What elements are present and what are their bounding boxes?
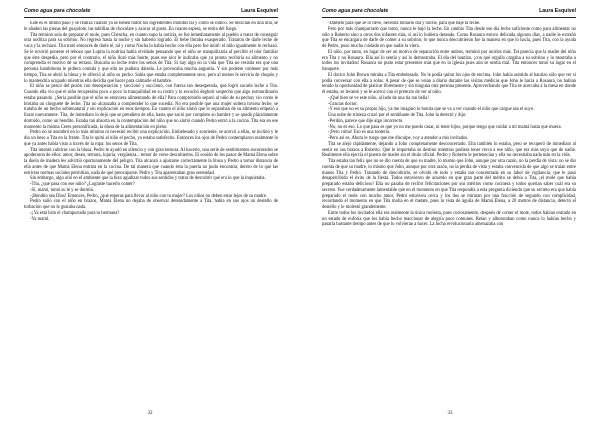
- running-header: [322, 8, 576, 18]
- page-body: [322, 21, 576, 402]
- paragraph: El niño, por tanto, en lugar de ser un motivo de separación entre ambos, terminó por unirlos más. Tal parecía que la madre del niño era Tita y no Rosaura. Ella así lo sentía y así lo demostraba. El día del bautizo, ¡con qué orgullo cargaba a su sobrino y lo mostraba a todos los invitados! Rosaura no pudo estar presentes más que en la iglesia pues aún se sentía mal. Tita entonces tomó su lugar en el banquete.: [322, 49, 576, 72]
- paragraph: Tita intentó cubrirse con la blusa. Pedro le ayudó en silencio y con gran ternura. Al hacerlo, una serie de sentimientos encontrados se apoderaron de ellos: amor, deseo, ternura, lujuria, vergüenza... temor de verse descubiertos. El sonido de los pasos de Mamá Elena sobre la duela de madera les advirtió oportunamente del peligro. Tita alcanzó a ajustarse correctamente la blusa y Pedro a tomar distancia de ella antes de que Mamá Elena entrara en la cocina. De tal manera que cuando ésta la puerta no pudo encontrar, dentro de lo que las estrictas normas sociales permitían, nada de qué preocuparse. Pedro y Tita aparentaban gran serenidad.: [24, 147, 278, 176]
- dialogue-line: -¡Bendito sea Dios! Entonces, Pedro, ¿qué esperas para llevar al niño con tu mujer? Los niños no deben estar lejos de su madre.: [30, 193, 267, 199]
- dialogue-line: -¡Pero cómo! Eso es una tontería.: [328, 130, 391, 136]
- page-number: 33: [447, 411, 453, 416]
- paragraph: Sin embargo, algo olió en el ambiente que la hizo agudizar todos sus sentidos y tratar de descubrir qué era lo que la inquietaba.: [30, 176, 266, 182]
- page-body: [24, 21, 278, 402]
- paragraph: Tita terminó sola de preparar el mole, pues Chencha, en cuanto supo la noticia, se fue inmediatamente al pueblo a tratar de conseguir otra nodriza para su sobrino. No regresó hasta la noche y sin haberlo logrado. El bebé lloraba exasperado. Trataron de darle leche de vaca y la rechazó. Tita trató entonces de darle té, tal y como Nacha lo había hecho con ella pero fue inútil: el niño igualmente lo rechazó. Se le ocurrió ponerse el rebozo que Lupita la nodriza había olvidado pensando que el niño se tranquilizaría al percibir el olor familiar que éste despedía, pero por el contrario, el niño lloró más fuerte, pues ese olor le indicaba que ya pronto recibiría su alimento y no comprendía el motivo de su retraso. Buscaba su leche entre los senos de Tita. Si hay algo en la vida que Tita no resistía era que una persona hambrienta le pidiera comida y que ella no pudiera dársela. Le provocaba mucha angustia. Y sin poderse contener por más tiempo, Tita se abrió la blusa y le ofreció al niño su pecho. Sabía que estaba completamente seco, pero al menos le serviría de chupón y lo mantendría ocupado mientras ella decidía qué hacer para calmarle el hambre.: [24, 32, 278, 84]
- paragraph: El niño se pescó del pezón con desesperación y succionó y succionó, con fuerza tan desesperada, que logró sacarle leche a Tita. Cuando ella vio que el niño recuperaba poco a poco la tranquilidad en su rostro y lo escuchó deglutir sospechó que algo extraordinario estaba pasando. ¿Sería posible que el niño se estuviera alimentando de ella? Para comprobarlo separó al niño de su pechuy vio como le brotaba un chisguete de leche. Tita no alcanzaba a comprender lo que sucedía. No era posible que una mujer soltera tuviera leche, se trataba de un hecho sobrenatural y sin explicación en esos tiempos. En cuanto el niño sintió que lo separaban de su alimento empezó a llorar nuevamente. Tita, de inmediato lo dejó que se prendiera de ella, hasta que sació por completo su hambre y se quedó plácidamente dormido, como un bendito. Estaba tan absorta en la contemplación del niño que no sintió cuando Pedro entró a la cocina. Tita era en ese momento la misma Ceres personificada, la diosa de la alimentación en pleno.: [24, 84, 278, 130]
- dialogue-line: -No, no es eso. Lo que pasa es que yo no me puedo casar, ni tener hijos, porque tengo que cuidar a mi mamá hasta que muera.: [328, 124, 562, 130]
- dialogue-line: -¿Ya está listo el champurrado para tu hermana?: [30, 210, 120, 216]
- paragraph: Tita se alejó rápidamente, dejando a John completamente desconcertado. Ella también lo estaba, pero se recuperó de inmediato al sentir en sus brazos a Roberto. Qué le importaba su destino mientras pudiera tener cerca a ese niño, que era más suyo que de nadie. Realmente ella ejercía el puesto de madre sin el título oficial. Pedro y Roberto le pertenecían y ella no necesitaba nada más en la vida.: [322, 141, 576, 159]
- book-title: Como agua para chocolate: [322, 8, 389, 14]
- dialogue-line: -Tita, ¿qué pasa con ese niño? ¿Lograste hacerlo comer?: [30, 182, 135, 187]
- dialogue-line: -¡Qué bien se ve este niño, al lado de una tía tan bella!: [328, 95, 429, 101]
- paragraph: Pero por más champurrado que tomó, nunca le bajó la leche. En cambio Tita desde ese día leche suficiente como para alimentar no sólo a Roberto sino a otros dos infantes más, si así lo hubiera deseado. Como Rosaura estuvo delicada algunos días, a nadie le extrañó que Tita se encargara de darle de comer a su sobrino; lo que nunca descubrieron fue la manera en que lo hacía, pues Tita, con la ayuda de Pedro, puso mucho cuidado en que nadie la viera.: [322, 26, 576, 49]
- dialogue-line: -Ya mami.: [30, 216, 50, 222]
- paragraph: Pedro no se asombró en lo más mínimo ni necesitó recibir una explicación. Embelesado y sonriente, se acercó a ellas, se inclinó y le dio un beso a Tita en la frente. Tita le quitó al niño el pecho, ya estaba satisfecho. Entonces los ojos de Pedro contemplaron realmente lo que ya antes había visto a través de la ropa: los senos de Tita.: [24, 130, 278, 147]
- paragraph: El doctor John Brown miraba a Tita embelesado. No le podía quitar los ojos de encima. John había asistido al bautizo sólo que ver si podía conversar con ella a solas. A pesar de que se veían a diario durante las visitas médicas que John le hacía a Rosaura, no habían tenido la oportunidad de platicar libremente y sin ninguna otra persona presente. Aprovechando que Tita se acercaba a la mesa en donde él estaba, se levantó y se le acercó con el pretexto de ver al niño.: [322, 72, 576, 95]
- paragraph: Una nube de tristeza cruzó por el semblante de Tita. John la detectó y dijo:: [328, 113, 467, 118]
- paragraph: Este es el último paso y se realiza cuando ya se tienen todos los ingredientes molidos tal y como se indicó. Se mezclan en una olla, se le añaden las piezas del guajolote, las tablillas de chocolate y azúcar al gusto. En cuanto espesa, se retira del fuego.: [24, 21, 278, 32]
- paragraph: Pedro salió con el niño en brazos, Mamá Elena no dejaba de observar detenidamente a Tita, había en sus ojos un destello de turbación que no le gustaba nada.: [24, 199, 278, 210]
- book-author: Laura Esquivel: [241, 8, 278, 14]
- page-number: 32: [147, 411, 153, 416]
- dialogue-line: -Pero así es. Ahora le ruego que me disculpe, voy a atender a mis invitados.: [328, 136, 469, 141]
- book-author: Laura Esquivel: [539, 8, 576, 14]
- book-title: Como agua para chocolate: [24, 8, 91, 14]
- dialogue-line: -Y eso que no es su propio hijo, ya me imagino lo bonita que se va a ver cuando el niño que cargue sea el suyo.: [328, 107, 535, 113]
- dialogue-line: -Perdón, parece que dije algo incorrecto.: [328, 118, 404, 124]
- paragraph: Tita estaba tan feliz que no se dio cuenta de que su madre, lo mismo que John, aunque por otra razón, no la perdía de vista: no se dio cuenta de que su madre, lo mismo que John, aunque por otra razón, no la perdía de vista y estaba convencida de que algo se traían entre manos Tita y Pedro. Tratando de descubrirlo, se olvidó de todo y estaba tan concentrada en su labor de vigilancia, que le pasó desapercibido el éxito de la fiesta. Todos estuvieron de acuerdo en que gran parte del mérito se debía a Tita, ¡el mole que había preparado estaba delicioso! Ella no paraba de recibir felicitaciones por sus méritos como cocinera y todos querían saber cuál era su secreto. Fue verdaderamente lamentable que en el momento en que Tita respondía a esta pregunta diciendo que su secreto era que había preparado el mole con mucho amor, Pedro estuviera cerca y los dos se miraran por una fracción de segundo con complicidad, recordando el momento en que Tita molía en el metate, pues la vista de águila de Mamá Elena, a 20 metros de distancia, detectó el destello y le molestó grandemente.: [322, 159, 576, 210]
- running-header: [24, 8, 278, 18]
- dialogue-line: -Dámelo para que se lo lleve, necesita tomarlo día y noche, para que baje la leche.: [328, 21, 481, 26]
- dialogue-line: -Sí, mami, tomó su té y se durmió.: [30, 187, 95, 193]
- paragraph: Entre todos los invitados ella era realmente la única molesta, pues curiosamente, después de comer el mole, todos habían entrado en un estado de euforia que los había hecho reaccionar de alegría poco comunes. Reían y alborotaban como nunca lo habían hecho y pasaría bastante tiempo antes de que lo volvieran a hacer. La lucha revolucionaria amenazaba con: [322, 210, 576, 228]
- dialogue-line: -Gracias doctor.: [328, 101, 358, 107]
- right-page: [300, 0, 600, 424]
